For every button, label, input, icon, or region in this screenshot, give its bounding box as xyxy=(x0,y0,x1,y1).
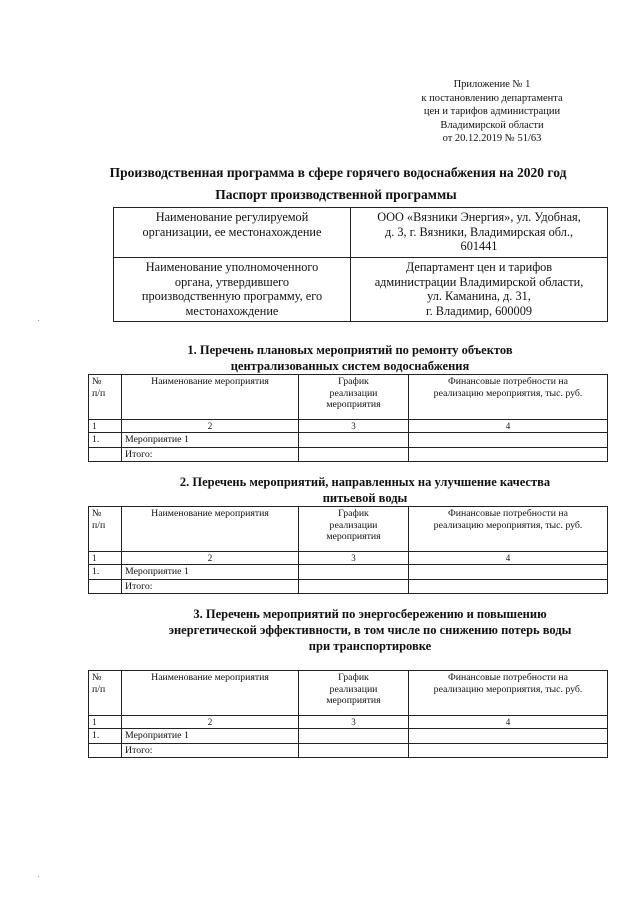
appendix-line: цен и тарифов администрации xyxy=(423,106,561,117)
passport-row xyxy=(114,258,608,322)
scan-speck xyxy=(38,876,39,877)
appendix-line: от 20.12.2019 № 51/63 xyxy=(442,133,542,144)
finance-cell xyxy=(409,565,608,580)
header-text: График xyxy=(338,672,369,683)
finance-cell xyxy=(409,579,608,594)
header-text: п/п xyxy=(92,683,106,695)
event-name: Мероприятие 1 xyxy=(122,433,299,448)
header-text: реализацию мероприятия, тыс. руб. xyxy=(433,683,583,695)
schedule-cell xyxy=(299,743,409,758)
header-text: реализации xyxy=(329,683,378,695)
column-number: 1 xyxy=(89,716,122,729)
passport-text: ООО «Вязники Энергия», ул. Удобная, xyxy=(377,210,581,224)
header-text: График xyxy=(338,376,369,387)
finance-cell xyxy=(409,729,608,744)
passport-text: организации, ее местонахождение xyxy=(142,224,322,239)
passport-text: Наименование уполномоченного xyxy=(145,260,319,274)
passport-text: ул. Каманина, д. 31, xyxy=(427,289,531,303)
header-text: мероприятия xyxy=(326,695,381,706)
finance-cell xyxy=(409,447,608,462)
scan-speck xyxy=(38,320,39,321)
header-text: реализацию мероприятия, тыс. руб. xyxy=(433,519,583,531)
column-number: 4 xyxy=(409,420,608,433)
passport-label-cell xyxy=(114,208,351,258)
column-number: 2 xyxy=(122,552,299,565)
header-text: мероприятия xyxy=(326,531,381,542)
section-heading-line: питьевой воды xyxy=(322,491,408,505)
row-number: 1. xyxy=(89,433,122,448)
header-text: Финансовые потребности на xyxy=(447,508,568,519)
header-text: № xyxy=(92,508,102,519)
schedule-cell xyxy=(299,447,409,462)
table-header-row xyxy=(89,507,608,552)
total-row xyxy=(89,579,608,594)
main-title: Производственная программа в сфере горячего водоснабжения на 2020 год xyxy=(109,165,567,180)
column-number: 4 xyxy=(409,552,608,565)
table-header-row xyxy=(89,375,608,420)
schedule-cell xyxy=(299,579,409,594)
section-heading-line: централизованных систем водоснабжения xyxy=(230,359,470,373)
passport-text: д. 3, г. Вязники, Владимирская обл., xyxy=(384,224,574,239)
passport-value-cell xyxy=(351,208,608,258)
header-schedule xyxy=(299,671,409,716)
schedule-cell xyxy=(299,565,409,580)
event-name: Мероприятие 1 xyxy=(122,565,299,580)
header-text: п/п xyxy=(92,387,106,399)
section-1-heading xyxy=(140,342,560,374)
table-row xyxy=(89,433,608,448)
passport-text: местонахождение xyxy=(185,303,279,318)
table-header-row xyxy=(89,671,608,716)
header-text: Финансовые потребности на xyxy=(447,376,568,387)
column-number: 3 xyxy=(299,420,409,433)
header-finance xyxy=(409,375,608,420)
header-text: Финансовые потребности на xyxy=(447,672,568,683)
passport-text: администрации Владимирской области, xyxy=(374,274,584,289)
column-number: 1 xyxy=(89,552,122,565)
section-heading-line: 2. Перечень мероприятий, направленных на улучшение качества xyxy=(179,475,551,489)
column-number: 1 xyxy=(89,420,122,433)
section-3-table xyxy=(88,670,608,758)
header-schedule xyxy=(299,507,409,552)
section-1-table xyxy=(88,374,608,462)
passport-value-cell xyxy=(351,258,608,322)
header-num xyxy=(89,671,122,716)
column-number: 4 xyxy=(409,716,608,729)
table-row xyxy=(89,729,608,744)
header-text: п/п xyxy=(92,519,106,531)
passport-text: Наименование регулируемой xyxy=(155,210,309,224)
header-name: Наименование мероприятия xyxy=(122,671,299,716)
schedule-cell xyxy=(299,433,409,448)
empty-cell xyxy=(89,579,122,594)
header-text: реализацию мероприятия, тыс. руб. xyxy=(433,387,583,399)
row-number: 1. xyxy=(89,565,122,580)
section-3-heading xyxy=(110,606,630,654)
passport-table xyxy=(113,207,608,322)
total-row xyxy=(89,447,608,462)
passport-title: Паспорт производственной программы xyxy=(215,187,457,202)
column-number-row xyxy=(89,552,608,565)
event-name: Мероприятие 1 xyxy=(122,729,299,744)
column-number: 2 xyxy=(122,716,299,729)
appendix-block xyxy=(392,78,592,146)
appendix-line: Владимирской области xyxy=(440,119,544,131)
total-label: Итого: xyxy=(122,447,299,462)
header-text: № xyxy=(92,376,102,387)
row-number: 1. xyxy=(89,729,122,744)
section-heading-line: энергетической эффективности, в том числе по снижению потерь воды xyxy=(168,623,572,637)
section-2-heading xyxy=(130,474,600,506)
header-text: № xyxy=(92,672,102,683)
total-label: Итого: xyxy=(122,743,299,758)
passport-text: органа, утвердившего xyxy=(174,274,290,289)
section-heading-line: 3. Перечень мероприятий по энергосбережению и повышению xyxy=(193,607,547,621)
section-2-table xyxy=(88,506,608,594)
appendix-line: Приложение № 1 xyxy=(453,79,531,90)
passport-text: производственную программу, его xyxy=(141,289,323,303)
empty-cell xyxy=(89,743,122,758)
total-label: Итого: xyxy=(122,579,299,594)
empty-cell xyxy=(89,447,122,462)
column-number: 3 xyxy=(299,552,409,565)
appendix-line: к постановлению департамента xyxy=(421,92,563,104)
finance-cell xyxy=(409,743,608,758)
table-row xyxy=(89,565,608,580)
header-text: реализации xyxy=(329,387,378,399)
header-finance xyxy=(409,507,608,552)
finance-cell xyxy=(409,433,608,448)
total-row xyxy=(89,743,608,758)
passport-text: 601441 xyxy=(460,239,498,253)
header-num xyxy=(89,375,122,420)
column-number-row xyxy=(89,420,608,433)
header-schedule xyxy=(299,375,409,420)
passport-row xyxy=(114,208,608,258)
header-text: График xyxy=(338,508,369,519)
header-finance xyxy=(409,671,608,716)
column-number-row xyxy=(89,716,608,729)
passport-text: Департамент цен и тарифов xyxy=(405,260,553,274)
passport-text: г. Владимир, 600009 xyxy=(426,303,532,318)
header-num xyxy=(89,507,122,552)
passport-label-cell xyxy=(114,258,351,322)
header-name: Наименование мероприятия xyxy=(122,375,299,420)
header-text: мероприятия xyxy=(326,399,381,410)
schedule-cell xyxy=(299,729,409,744)
section-heading-line: 1. Перечень плановых мероприятий по ремонту объектов xyxy=(187,343,513,357)
column-number: 2 xyxy=(122,420,299,433)
header-name: Наименование мероприятия xyxy=(122,507,299,552)
column-number: 3 xyxy=(299,716,409,729)
section-heading-line: при транспортировке xyxy=(308,639,432,653)
header-text: реализации xyxy=(329,519,378,531)
